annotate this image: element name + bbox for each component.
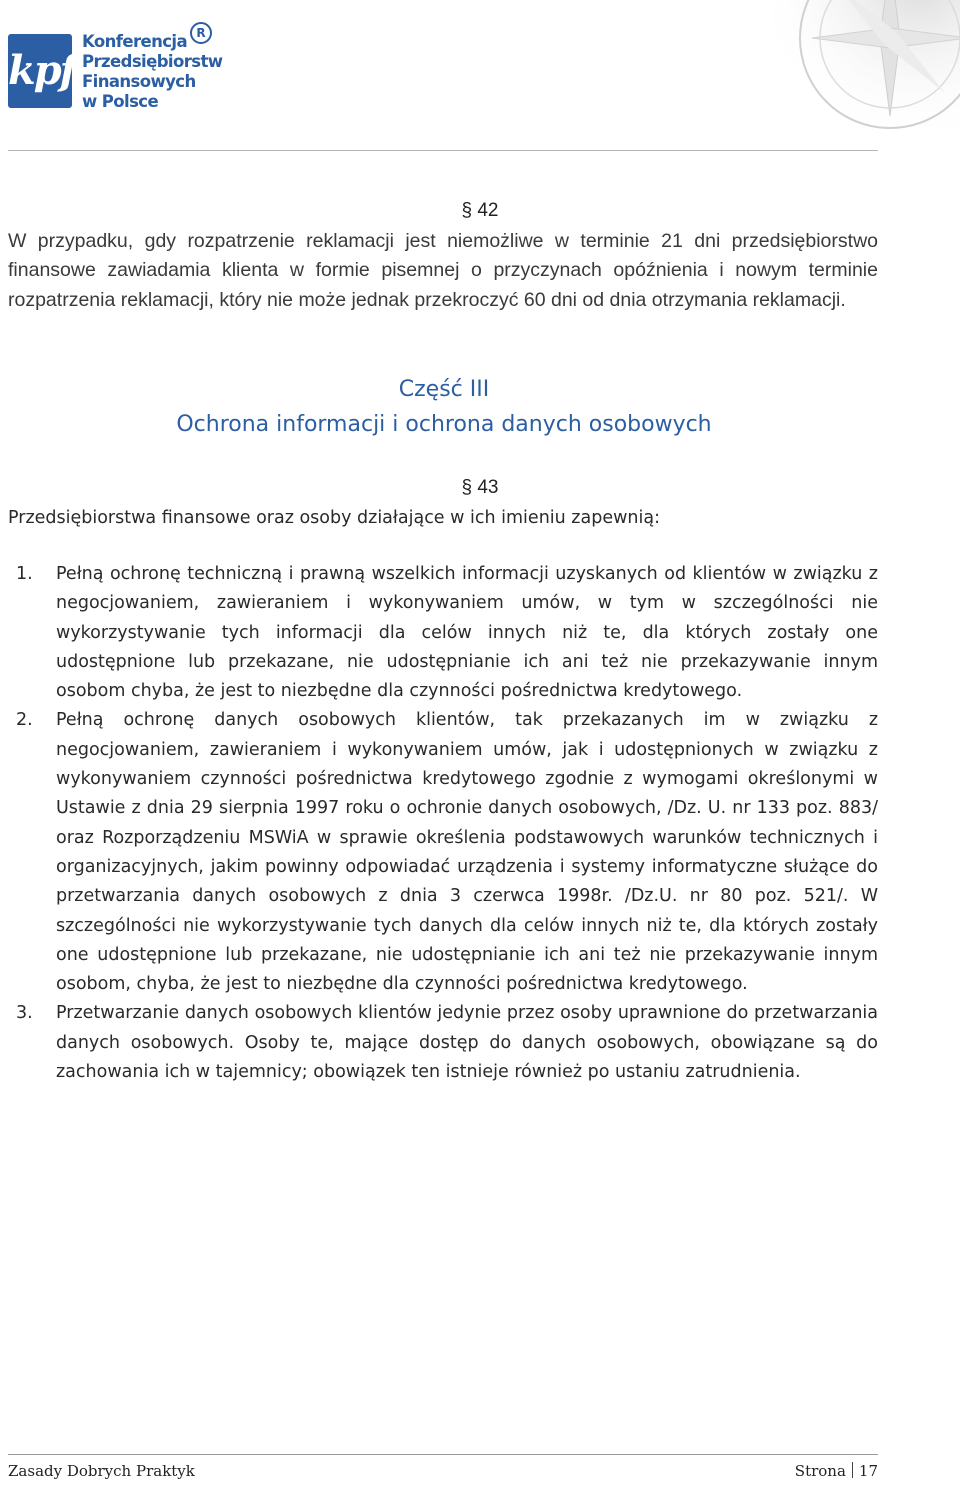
list-item-number: 1.: [16, 564, 33, 584]
logo-line: Przedsiębiorstw: [82, 52, 223, 71]
list-item-number: 2.: [16, 710, 33, 731]
section-mark-42: § 42: [461, 200, 499, 221]
list-item: [8, 560, 878, 706]
footer-divider: [8, 1454, 878, 1455]
list-item-text: Przetwarzanie danych osobowych klientów jedynie przez osoby uprawnione do przetwarzania danych osobowych. Osoby te, mające dostęp do danych osobowych, obowiązane są do zachowania ich w tajemnicy; obowiązek ten istnieje również po ustaniu zatrudnienia.: [56, 1003, 878, 1083]
kpf-logo-text: [82, 32, 222, 112]
list-item-text: Pełną ochronę techniczną i prawną wszelkich informacji uzyskanych od klientów w związku z negocjowaniem, zawieraniem i wykonywaniem umów, w tym w szczególności nie wykorzystywanie tych informacji dla celów innych niż te, dla których zostały one udostępnione lub przekazane, nie udostępnianie ich ani też nie przekazywanie innym osobom chyba, że jest to niezbędne dla czynności pośrednictwa kredytowego.: [56, 564, 878, 702]
logo-line: w Polsce: [82, 92, 159, 111]
section-43-intro: Przedsiębiorstwa finansowe oraz osoby działające w ich imieniu zapewnią:: [8, 508, 660, 528]
logo-line: Konferencja: [82, 32, 187, 51]
page-number: 17: [858, 1462, 878, 1480]
footer-page-indicator: [795, 1462, 878, 1480]
footer-separator: [852, 1462, 853, 1478]
registered-trademark-icon: R: [190, 22, 212, 44]
part-subtitle: Ochrona informacji i ochrona danych osobowych: [176, 412, 712, 437]
list-item-text: Pełną ochronę danych osobowych klientów, tak przekazanych im w związku z negocjowaniem, zawieraniem i wykonywaniem umów, jak i udostępnionych w związku z wykonywaniem czynności pośrednictwa kredytowego zgodnie z wymogami określonymi w Ustawie z dnia 29 sierpnia 1997 roku o ochronie danych osobowych, /Dz. U. nr 133 poz. 883/ oraz Rozporządzeniu MSWiA w sprawie określenia podstawowych warunków technicznych i organizacyjnych, jakim powinny odpowiadać urządzenia i systemy informatyczne służące do przetwarzania danych osobowych z dnia 3 czerwca 1998r. /Dz.U. nr 80 poz. 521/. W szczególności nie wykorzystywanie tych danych dla celów innych niż te, dla których zostały one udostępnione lub przekazane, nie udostępnianie ich ani też nie przekazywanie innym osobom, chyba, że jest to niezbędne dla czynności pośrednictwa kredytowego.: [56, 710, 878, 995]
section-42-text: W przypadku, gdy rozpatrzenie reklamacji jest niemożliwe w terminie 21 dni przedsiębiorstwo finansowe zawiadamia klienta w formie pisemnej o przyczynach opóźnienia i nowym terminie rozpatrzenia reklamacji, który nie może jednak przekroczyć 60 dni od dnia otrzymania reklamacji.: [8, 230, 878, 311]
compass-icon: [740, 0, 960, 150]
kpf-logo-mark: kpf: [8, 34, 72, 108]
section-mark-43: § 43: [461, 477, 499, 498]
page-header: [0, 0, 960, 152]
logo-line: Finansowych: [82, 72, 196, 91]
list-item: [8, 999, 878, 1087]
part-title: Część III: [398, 377, 490, 402]
header-divider: [8, 150, 878, 151]
list-item-number: 3.: [16, 1003, 33, 1024]
footer-document-title: Zasady Dobrych Praktyk: [8, 1462, 195, 1480]
list-item: [8, 706, 878, 999]
obligations-list: [8, 560, 878, 1087]
page-label: Strona: [794, 1462, 846, 1480]
